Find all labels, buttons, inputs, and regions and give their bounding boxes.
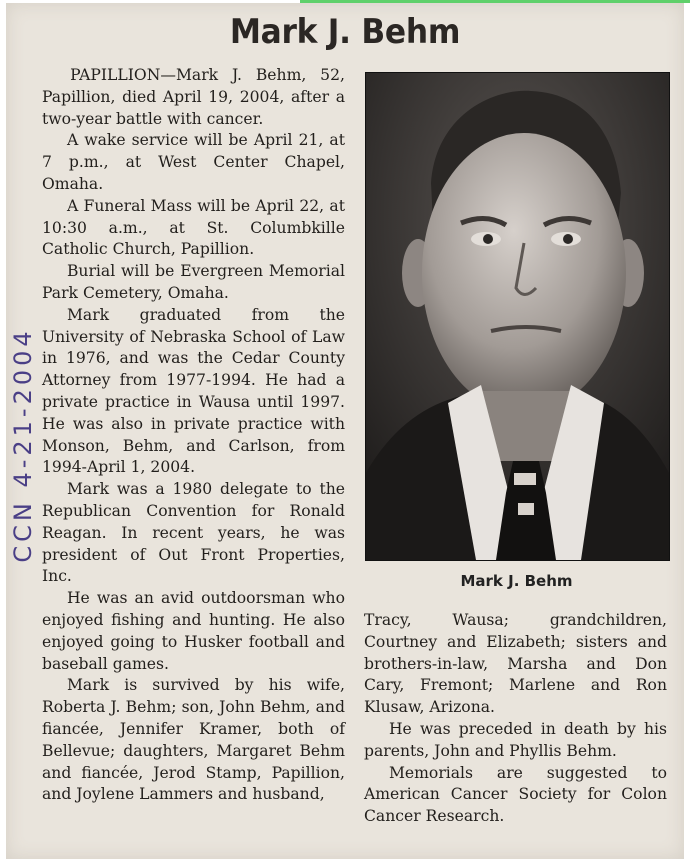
- paragraph-burial: Burial will be Evergreen Memorial Park Cemetery, Omaha.: [42, 262, 345, 302]
- paragraph-funeral: A Funeral Mass will be April 22, at 10:30 a.m., at St. Columbkille Catholic Church, Papillion.: [42, 196, 345, 259]
- obituary-headline: Mark J. Behm: [229, 12, 461, 52]
- right-column: [364, 610, 667, 828]
- paragraph-hobbies: He was an avid outdoorsman who enjoyed fishing and hunting. He also enjoyed going to Husker football and baseball games.: [42, 589, 345, 673]
- handwritten-date-text: CCN 4-21-2004: [9, 327, 37, 563]
- paragraph-survivors: Mark is survived by his wife, Roberta J. Behm; son, John Behm, and fiancée, Jennifer Kramer, both of Bellevue; daughters, Margaret Behm and fiancée, Jerod Stamp, Papillion, and Joylene Lammers and husband,: [42, 676, 345, 804]
- paragraph-career: Mark graduated from the University of Nebraska School of Law in 1976, and was the Cedar County Attorney from 1977-1994. He had a private practice in Wausa until 1997. He was also in private practice with Monson, Behm, and Carlson, from 1994-April 1, 2004.: [42, 305, 345, 477]
- paragraph-memorials: Memorials are suggested to American Cancer Society for Colon Cancer Research.: [364, 763, 667, 826]
- paragraph-wake: A wake service will be April 21, at 7 p.m., at West Center Chapel, Omaha.: [42, 131, 345, 193]
- portrait-image: [366, 73, 669, 560]
- handwritten-date-note: [11, 310, 35, 580]
- photo-caption: Mark J. Behm: [460, 572, 573, 590]
- paragraph-survivors-cont: Tracy, Wausa; grandchildren, Courtney and Elizabeth; sisters and brothers-in-law, Marsha and Don Cary, Fremont; Marlene and Ron Klusaw, Arizona.: [364, 611, 667, 717]
- left-column: [42, 65, 345, 806]
- portrait-photo: [365, 72, 670, 561]
- paragraph-preceded: He was preceded in death by his parents, John and Phyllis Behm.: [364, 719, 667, 760]
- paragraph-politics: Mark was a 1980 delegate to the Republican Convention for Ronald Reagan. In recent years, he was president of Out Front Properties, Inc.: [42, 480, 345, 586]
- paragraph-intro: PAPILLION—Mark J. Behm, 52, Papillion, died April 19, 2004, after a two-year battle with cancer.: [42, 66, 345, 128]
